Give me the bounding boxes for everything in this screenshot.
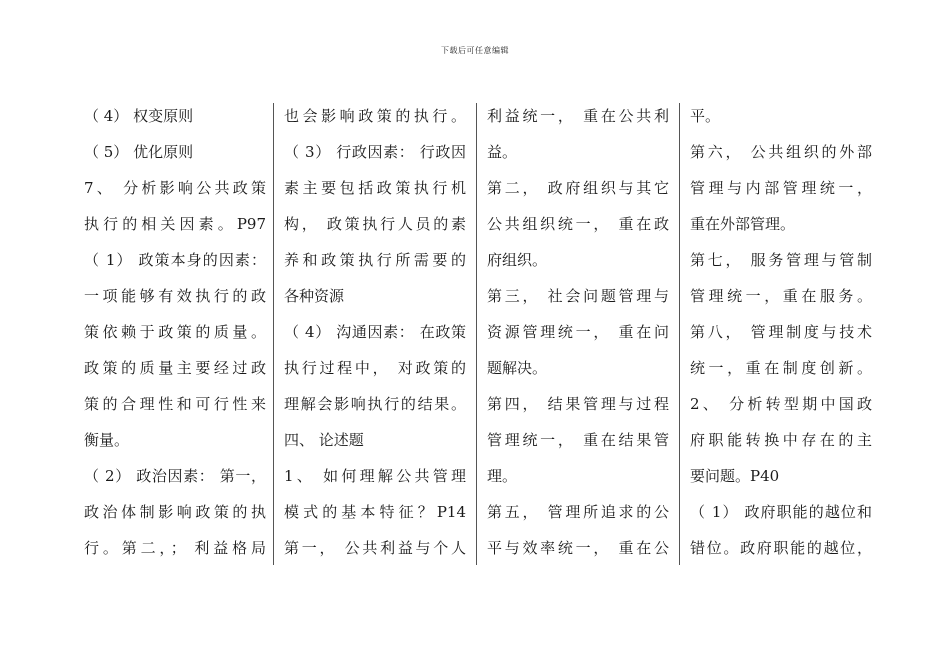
text-line: 构， 政策执行人员的素 (284, 215, 466, 233)
text-line: 模式的基本特征？P14 (284, 503, 466, 521)
text-line: 公共组织统一， 重在政 (487, 215, 669, 233)
text-line: 府职能转换中存在的主 (690, 431, 872, 449)
text-line: 政策的质量主要经过政 (84, 359, 266, 377)
text-line: （ 5） 优化原则 (84, 143, 194, 161)
text-line: 平。 (690, 107, 721, 125)
text-line: 行。第二，； 利益格局 (84, 539, 266, 557)
text-line: 要问题。P40 (690, 467, 780, 485)
text-line: 理解会影响执行的结果。 (284, 395, 466, 413)
text-column-3 (487, 98, 669, 566)
text-line: （ 1） 政府职能的越位和 (690, 503, 872, 521)
text-line: 管理与内部管理统一， (690, 179, 872, 197)
text-line: 题解决。 (487, 359, 548, 377)
text-line: 政治体制影响政策的执 (84, 503, 266, 521)
text-line: 第七， 服务管理与管制 (690, 251, 872, 269)
text-line: 养和政策执行所需要的 (284, 251, 466, 269)
text-column-1 (84, 98, 266, 566)
text-line: （ 4） 权变原则 (84, 107, 194, 125)
page-header-caption: 下载后可任意编辑 (441, 46, 509, 55)
text-line: 第八， 管理制度与技术 (690, 323, 872, 341)
text-line: 一项能够有效执行的政 (84, 287, 266, 305)
text-line: 管理统一，重在服务。 (690, 287, 872, 305)
text-line: （ 3） 行政因素： 行政因 (284, 143, 466, 161)
text-column-2 (284, 98, 466, 566)
text-line: 府组织。 (487, 251, 548, 269)
text-line: （ 1） 政策本身的因素： (84, 251, 266, 269)
text-line: 错位。政府职能的越位， (690, 539, 872, 557)
text-line: 理。 (487, 467, 518, 485)
text-line: 各种资源 (284, 287, 345, 305)
text-columns (0, 98, 950, 568)
text-column-4 (690, 98, 872, 566)
text-line: 素主要包括政策执行机 (284, 179, 466, 197)
text-line: 执行的相关因素。P97 (84, 215, 266, 233)
text-line: 1、 如何理解公共管理 (284, 467, 466, 485)
text-line: 衡量。 (84, 431, 130, 449)
text-line: 2、 分析转型期中国政 (690, 395, 872, 413)
text-line: 执行过程中， 对政策的 (284, 359, 466, 377)
text-line: 平与效率统一， 重在公 (487, 539, 669, 557)
text-line: 第三， 社会问题管理与 (487, 287, 669, 305)
text-line: 四、 论述题 (284, 431, 364, 449)
text-line: 策的合理性和可行性来 (84, 395, 266, 413)
text-line: 策依赖于政策的质量。 (84, 323, 266, 341)
text-line: 利益统一， 重在公共利 (487, 107, 669, 125)
text-line: 第五， 管理所追求的公 (487, 503, 669, 521)
text-line: （ 2） 政治因素： 第一， (84, 467, 266, 485)
text-line: 也会影响政策的执行。 (284, 107, 466, 125)
text-line: 统一，重在制度创新。 (690, 359, 872, 377)
text-line: 第一， 公共利益与个人 (284, 539, 466, 557)
text-line: 第二， 政府组织与其它 (487, 179, 669, 197)
text-line: 第六， 公共组织的外部 (690, 143, 872, 161)
text-line: 7、 分析影响公共政策 (84, 179, 266, 197)
text-line: 资源管理统一， 重在问 (487, 323, 669, 341)
text-line: 管理统一， 重在结果管 (487, 431, 669, 449)
text-line: （ 4） 沟通因素： 在政策 (284, 323, 466, 341)
text-line: 益。 (487, 143, 518, 161)
text-line: 重在外部管理。 (690, 215, 796, 233)
text-line: 第四， 结果管理与过程 (487, 395, 669, 413)
